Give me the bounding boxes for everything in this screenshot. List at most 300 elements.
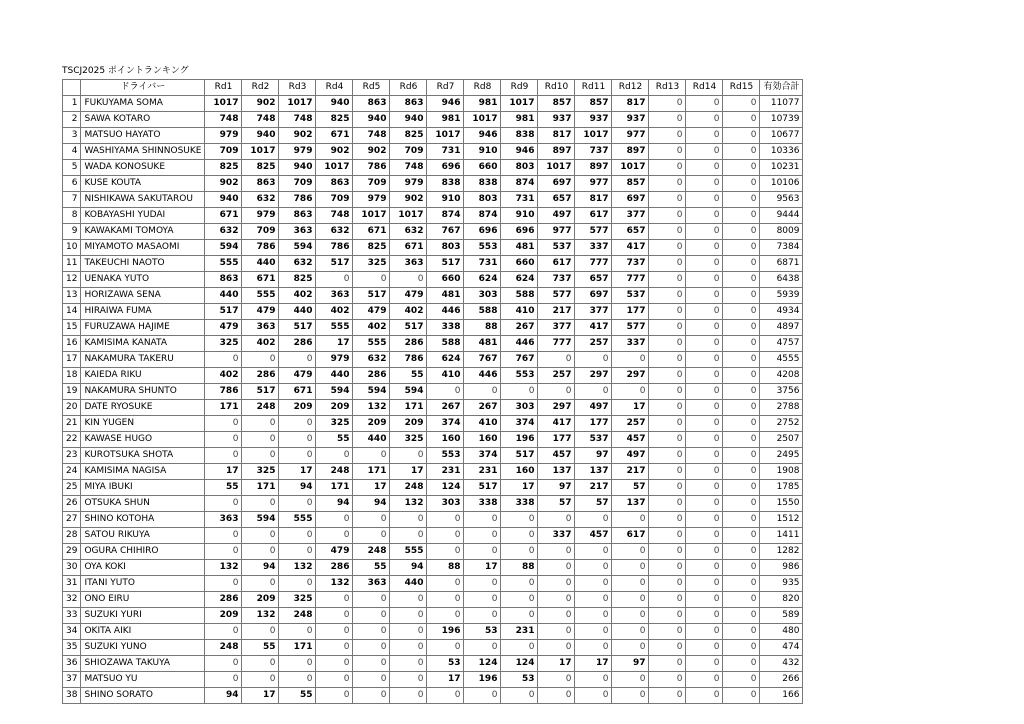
round-points: 457 (538, 448, 575, 464)
round-points: 0 (464, 384, 501, 400)
round-points: 902 (390, 192, 427, 208)
total-points: 266 (760, 672, 803, 688)
round-points: 0 (279, 672, 316, 688)
table-row (63, 384, 803, 400)
round-points: 0 (464, 688, 501, 704)
round-points: 209 (353, 416, 390, 432)
round-points: 0 (205, 576, 242, 592)
round-points: 0 (242, 528, 279, 544)
round-points: 624 (501, 272, 538, 288)
round-points: 0 (649, 480, 686, 496)
round-points: 731 (427, 144, 464, 160)
round-points: 517 (501, 448, 538, 464)
total-points: 2495 (760, 448, 803, 464)
round-points: 0 (686, 640, 723, 656)
total-points: 1282 (760, 544, 803, 560)
round-points: 497 (612, 448, 649, 464)
round-points: 0 (205, 448, 242, 464)
round-points: 286 (205, 592, 242, 608)
table-row (63, 592, 803, 608)
round-points: 417 (538, 416, 575, 432)
round-points: 17 (205, 464, 242, 480)
round-points: 177 (538, 432, 575, 448)
total-points: 820 (760, 592, 803, 608)
driver-name: OYA KOKI (81, 560, 205, 576)
table-row (63, 528, 803, 544)
round-points: 0 (686, 672, 723, 688)
round-points: 0 (353, 608, 390, 624)
round-points: 248 (205, 640, 242, 656)
round-points: 479 (316, 544, 353, 560)
table-row (63, 496, 803, 512)
round-points: 0 (686, 400, 723, 416)
round-points: 632 (316, 224, 353, 240)
driver-name: SUZUKI YUNO (81, 640, 205, 656)
header-round: Rd3 (279, 80, 316, 96)
round-points: 171 (316, 480, 353, 496)
round-points: 124 (501, 656, 538, 672)
round-points: 0 (649, 256, 686, 272)
rank-position: 28 (63, 528, 81, 544)
round-points: 248 (316, 464, 353, 480)
round-points: 0 (723, 240, 760, 256)
round-points: 0 (686, 112, 723, 128)
round-points: 902 (316, 144, 353, 160)
table-row (63, 464, 803, 480)
round-points: 0 (686, 656, 723, 672)
round-points: 303 (427, 496, 464, 512)
round-points: 0 (723, 480, 760, 496)
round-points: 0 (390, 528, 427, 544)
round-points: 0 (242, 416, 279, 432)
round-points: 731 (464, 256, 501, 272)
round-points: 0 (242, 576, 279, 592)
round-points: 0 (390, 640, 427, 656)
round-points: 0 (723, 192, 760, 208)
round-points: 0 (242, 496, 279, 512)
total-points: 2752 (760, 416, 803, 432)
round-points: 0 (353, 592, 390, 608)
driver-name: SHINO SORATO (81, 688, 205, 704)
round-points: 577 (612, 320, 649, 336)
round-points: 555 (353, 336, 390, 352)
round-points: 0 (464, 528, 501, 544)
round-points: 671 (316, 128, 353, 144)
round-points: 171 (279, 640, 316, 656)
rank-position: 21 (63, 416, 81, 432)
round-points: 624 (464, 272, 501, 288)
round-points: 94 (316, 496, 353, 512)
round-points: 440 (242, 256, 279, 272)
round-points: 0 (316, 656, 353, 672)
round-points: 0 (612, 688, 649, 704)
round-points: 248 (242, 400, 279, 416)
round-points: 632 (242, 192, 279, 208)
round-points: 440 (205, 288, 242, 304)
header-driver: ドライバー (81, 80, 205, 96)
round-points: 0 (649, 592, 686, 608)
round-points: 297 (612, 368, 649, 384)
round-points: 1017 (464, 112, 501, 128)
driver-name: SHIOZAWA TAKUYA (81, 656, 205, 672)
round-points: 0 (501, 528, 538, 544)
round-points: 0 (464, 640, 501, 656)
round-points: 577 (575, 224, 612, 240)
round-points: 177 (612, 304, 649, 320)
round-points: 0 (723, 560, 760, 576)
round-points: 940 (242, 128, 279, 144)
round-points: 1017 (205, 96, 242, 112)
total-points: 8009 (760, 224, 803, 240)
header-round: Rd2 (242, 80, 279, 96)
round-points: 594 (242, 512, 279, 528)
round-points: 196 (427, 624, 464, 640)
ranking-body (63, 96, 803, 704)
driver-name: KAIEDA RIKU (81, 368, 205, 384)
round-points: 946 (464, 128, 501, 144)
round-points: 671 (205, 208, 242, 224)
total-points: 9563 (760, 192, 803, 208)
round-points: 1017 (316, 160, 353, 176)
header-round: Rd1 (205, 80, 242, 96)
table-row (63, 144, 803, 160)
round-points: 838 (427, 176, 464, 192)
total-points: 166 (760, 688, 803, 704)
round-points: 897 (538, 144, 575, 160)
round-points: 17 (612, 400, 649, 416)
round-points: 0 (279, 656, 316, 672)
driver-name: NAKAMURA TAKERU (81, 352, 205, 368)
round-points: 0 (316, 528, 353, 544)
driver-name: DATE RYOSUKE (81, 400, 205, 416)
round-points: 0 (723, 448, 760, 464)
round-points: 0 (242, 624, 279, 640)
round-points: 0 (649, 528, 686, 544)
round-points: 0 (723, 256, 760, 272)
round-points: 55 (390, 368, 427, 384)
total-points: 5939 (760, 288, 803, 304)
round-points: 981 (464, 96, 501, 112)
round-points: 979 (316, 352, 353, 368)
round-points: 209 (316, 400, 353, 416)
round-points: 0 (723, 656, 760, 672)
rank-position: 9 (63, 224, 81, 240)
round-points: 53 (427, 656, 464, 672)
round-points: 479 (353, 304, 390, 320)
header-round: Rd4 (316, 80, 353, 96)
round-points: 0 (612, 640, 649, 656)
rank-position: 38 (63, 688, 81, 704)
round-points: 0 (723, 400, 760, 416)
round-points: 0 (723, 176, 760, 192)
round-points: 0 (390, 672, 427, 688)
total-points: 474 (760, 640, 803, 656)
round-points: 1017 (279, 96, 316, 112)
round-points: 0 (353, 624, 390, 640)
round-points: 979 (279, 144, 316, 160)
round-points: 0 (723, 544, 760, 560)
round-points: 0 (686, 560, 723, 576)
header-total: 有効合計 (760, 80, 803, 96)
round-points: 0 (612, 576, 649, 592)
round-points: 617 (575, 208, 612, 224)
total-points: 1785 (760, 480, 803, 496)
round-points: 0 (390, 272, 427, 288)
round-points: 0 (723, 432, 760, 448)
round-points: 594 (316, 384, 353, 400)
round-points: 231 (464, 464, 501, 480)
total-points: 2507 (760, 432, 803, 448)
round-points: 402 (279, 288, 316, 304)
round-points: 0 (501, 544, 538, 560)
round-points: 0 (205, 544, 242, 560)
table-row (63, 512, 803, 528)
round-points: 0 (723, 368, 760, 384)
round-points: 410 (501, 304, 538, 320)
round-points: 863 (316, 176, 353, 192)
round-points: 0 (390, 448, 427, 464)
round-points: 132 (279, 560, 316, 576)
round-points: 0 (723, 624, 760, 640)
round-points: 325 (316, 416, 353, 432)
round-points: 446 (501, 336, 538, 352)
round-points: 94 (242, 560, 279, 576)
rank-position: 33 (63, 608, 81, 624)
driver-name: WADA KONOSUKE (81, 160, 205, 176)
round-points: 555 (316, 320, 353, 336)
total-points: 1411 (760, 528, 803, 544)
round-points: 297 (538, 400, 575, 416)
round-points: 94 (279, 480, 316, 496)
round-points: 160 (427, 432, 464, 448)
round-points: 0 (538, 640, 575, 656)
driver-name: UENAKA YUTO (81, 272, 205, 288)
round-points: 479 (242, 304, 279, 320)
round-points: 748 (242, 112, 279, 128)
round-points: 786 (205, 384, 242, 400)
round-points: 0 (649, 176, 686, 192)
rank-position: 14 (63, 304, 81, 320)
header-round: Rd10 (538, 80, 575, 96)
round-points: 0 (686, 496, 723, 512)
round-points: 0 (538, 560, 575, 576)
round-points: 0 (649, 160, 686, 176)
round-points: 697 (612, 192, 649, 208)
round-points: 0 (316, 688, 353, 704)
round-points: 132 (353, 400, 390, 416)
round-points: 363 (279, 224, 316, 240)
driver-name: KUSE KOUTA (81, 176, 205, 192)
round-points: 325 (242, 464, 279, 480)
round-points: 0 (723, 208, 760, 224)
driver-name: KUROTSUKA SHOTA (81, 448, 205, 464)
round-points: 0 (649, 112, 686, 128)
round-points: 440 (316, 368, 353, 384)
round-points: 817 (538, 128, 575, 144)
round-points: 0 (427, 576, 464, 592)
rank-position: 6 (63, 176, 81, 192)
round-points: 0 (575, 640, 612, 656)
driver-name: HIRAIWA FUMA (81, 304, 205, 320)
round-points: 0 (353, 688, 390, 704)
round-points: 0 (390, 688, 427, 704)
round-points: 0 (612, 512, 649, 528)
round-points: 0 (686, 320, 723, 336)
round-points: 0 (316, 272, 353, 288)
round-points: 0 (723, 112, 760, 128)
round-points: 17 (242, 688, 279, 704)
round-points: 88 (427, 560, 464, 576)
round-points: 248 (279, 608, 316, 624)
round-points: 124 (427, 480, 464, 496)
round-points: 0 (649, 384, 686, 400)
round-points: 0 (649, 240, 686, 256)
round-points: 0 (686, 352, 723, 368)
table-row (63, 432, 803, 448)
round-points: 94 (205, 688, 242, 704)
table-row (63, 224, 803, 240)
round-points: 402 (353, 320, 390, 336)
total-points: 10336 (760, 144, 803, 160)
round-points: 0 (316, 512, 353, 528)
round-points: 617 (538, 256, 575, 272)
round-points: 0 (686, 432, 723, 448)
round-points: 632 (353, 352, 390, 368)
round-points: 0 (575, 592, 612, 608)
total-points: 10231 (760, 160, 803, 176)
round-points: 0 (538, 384, 575, 400)
round-points: 0 (686, 176, 723, 192)
round-points: 0 (501, 576, 538, 592)
round-points: 825 (316, 112, 353, 128)
round-points: 0 (464, 512, 501, 528)
round-points: 817 (612, 96, 649, 112)
round-points: 0 (649, 416, 686, 432)
driver-name: HORIZAWA SENA (81, 288, 205, 304)
round-points: 377 (612, 208, 649, 224)
round-points: 97 (575, 448, 612, 464)
round-points: 553 (464, 240, 501, 256)
table-row (63, 656, 803, 672)
round-points: 0 (723, 96, 760, 112)
driver-name: OTSUKA SHUN (81, 496, 205, 512)
round-points: 0 (575, 576, 612, 592)
round-points: 0 (723, 304, 760, 320)
round-points: 1017 (575, 128, 612, 144)
round-points: 660 (427, 272, 464, 288)
round-points: 402 (316, 304, 353, 320)
round-points: 0 (353, 448, 390, 464)
total-points: 1550 (760, 496, 803, 512)
rank-position: 27 (63, 512, 81, 528)
round-points: 88 (501, 560, 538, 576)
round-points: 337 (575, 240, 612, 256)
round-points: 0 (686, 304, 723, 320)
round-points: 0 (242, 432, 279, 448)
round-points: 937 (538, 112, 575, 128)
round-points: 902 (205, 176, 242, 192)
total-points: 4757 (760, 336, 803, 352)
table-row (63, 256, 803, 272)
round-points: 286 (316, 560, 353, 576)
round-points: 497 (538, 208, 575, 224)
rank-position: 19 (63, 384, 81, 400)
round-points: 731 (501, 192, 538, 208)
round-points: 0 (686, 336, 723, 352)
driver-name: ONO EIRU (81, 592, 205, 608)
table-row (63, 96, 803, 112)
round-points: 217 (575, 480, 612, 496)
round-points: 0 (575, 672, 612, 688)
round-points: 53 (501, 672, 538, 688)
round-points: 0 (427, 592, 464, 608)
round-points: 0 (723, 128, 760, 144)
round-points: 0 (575, 608, 612, 624)
round-points: 594 (205, 240, 242, 256)
table-row (63, 576, 803, 592)
round-points: 979 (390, 176, 427, 192)
round-points: 0 (723, 672, 760, 688)
round-points: 209 (205, 608, 242, 624)
round-points: 177 (575, 416, 612, 432)
round-points: 1017 (501, 96, 538, 112)
round-points: 657 (612, 224, 649, 240)
round-points: 57 (612, 480, 649, 496)
round-points: 17 (427, 672, 464, 688)
round-points: 786 (316, 240, 353, 256)
round-points: 97 (612, 656, 649, 672)
rank-position: 24 (63, 464, 81, 480)
total-points: 4555 (760, 352, 803, 368)
round-points: 0 (205, 432, 242, 448)
round-points: 325 (390, 432, 427, 448)
round-points: 0 (538, 608, 575, 624)
round-points: 0 (575, 688, 612, 704)
round-points: 537 (612, 288, 649, 304)
round-points: 257 (538, 368, 575, 384)
driver-name: FUKUYAMA SOMA (81, 96, 205, 112)
round-points: 0 (686, 528, 723, 544)
round-points: 17 (279, 464, 316, 480)
round-points: 517 (316, 256, 353, 272)
total-points: 935 (760, 576, 803, 592)
round-points: 303 (501, 400, 538, 416)
round-points: 17 (353, 480, 390, 496)
rank-position: 13 (63, 288, 81, 304)
round-points: 0 (649, 272, 686, 288)
round-points: 777 (538, 336, 575, 352)
total-points: 9444 (760, 208, 803, 224)
round-points: 0 (649, 544, 686, 560)
round-points: 767 (427, 224, 464, 240)
round-points: 874 (501, 176, 538, 192)
round-points: 825 (205, 160, 242, 176)
round-points: 132 (242, 608, 279, 624)
round-points: 209 (279, 400, 316, 416)
total-points: 7384 (760, 240, 803, 256)
round-points: 0 (649, 608, 686, 624)
round-points: 137 (538, 464, 575, 480)
round-points: 825 (242, 160, 279, 176)
table-row (63, 416, 803, 432)
round-points: 517 (279, 320, 316, 336)
header-round: Rd12 (612, 80, 649, 96)
round-points: 537 (575, 432, 612, 448)
round-points: 338 (464, 496, 501, 512)
round-points: 979 (242, 208, 279, 224)
round-points: 0 (501, 608, 538, 624)
round-points: 479 (205, 320, 242, 336)
